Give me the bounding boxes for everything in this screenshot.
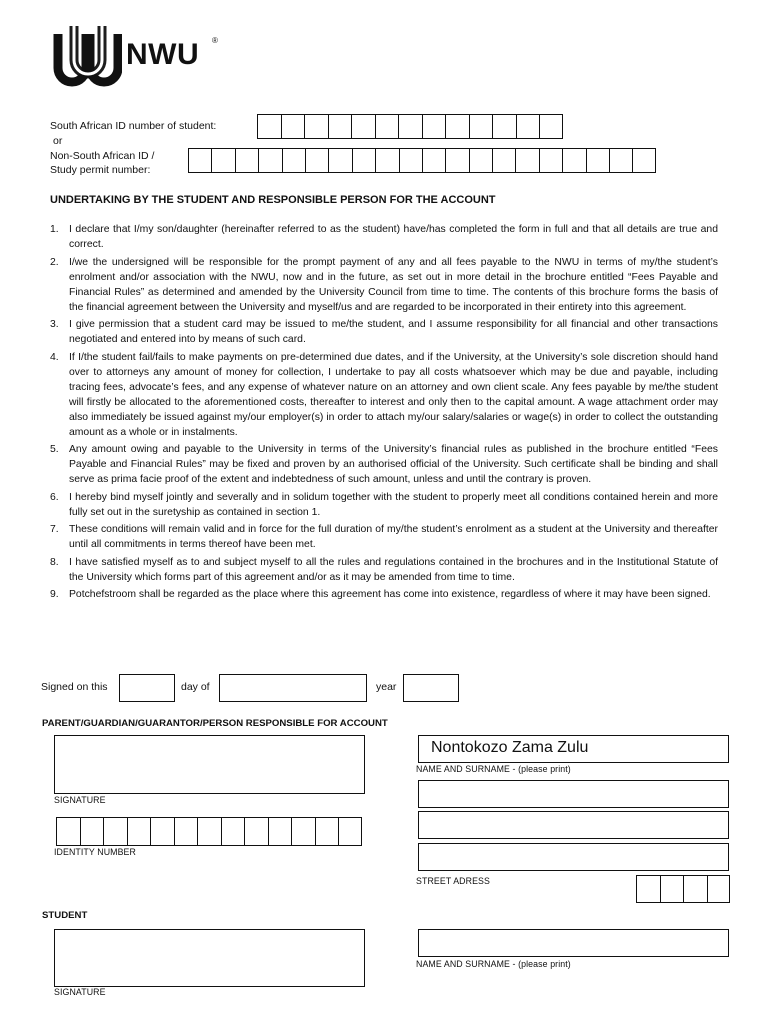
character-cell[interactable] (707, 875, 731, 903)
student-name-label: NAME AND SURNAME - (please print) (416, 959, 571, 969)
character-cell[interactable] (586, 148, 609, 173)
nwu-logo (52, 24, 232, 90)
character-cell[interactable] (150, 817, 174, 846)
clause-item: 5. Any amount owing and payable to the University in terms of the University’s financial rules as published in the brochure entitled “Fees Payable and Financial Rules” may be fixed and proven by an authorised official of the University. Such certificate shall be binding and shall serve as prima facie proof of the extent and indebtedness of such amount, unless and until the contrary is proven. (50, 444, 718, 485)
character-cell[interactable] (492, 148, 515, 173)
clause-item: 2. I/we the undersigned will be responsible for the prompt payment of any and all fees payable to the NWU in terms of my/the student’s enrolment and/or association with the NWU, now and in the future, as set out in more detail in the brochure entitled “Fees Payable and Financial Rules” as determined and amended by the University Council from time to time. The contents of this brochure forms the basis of the financial agreement between the University and myself/us and are regarded to be incorporated in their entirety into this agreement. (50, 256, 718, 313)
character-cell[interactable] (56, 817, 80, 846)
character-cell[interactable] (375, 148, 398, 173)
character-cell[interactable] (221, 817, 245, 846)
clause-item: 1. I declare that I/my son/daughter (hereinafter referred to as the student) have/has completed the form in full and that all details are true and correct. (50, 224, 718, 250)
character-cell[interactable] (399, 148, 422, 173)
student-heading: STUDENT (42, 910, 88, 921)
guardian-address-line-3[interactable] (418, 843, 729, 871)
character-cell[interactable] (539, 148, 562, 173)
registered-mark: ® (212, 36, 218, 45)
logo-text: NWU (126, 38, 200, 71)
character-cell[interactable] (103, 817, 127, 846)
character-cell[interactable] (469, 148, 492, 173)
guardian-name-label: NAME AND SURNAME - (please print) (416, 764, 571, 774)
guardian-signature-box[interactable] (54, 735, 365, 794)
street-address-label: STREET ADRESS (416, 876, 490, 886)
character-cell[interactable] (257, 114, 281, 139)
character-cell[interactable] (445, 148, 468, 173)
character-cell[interactable] (304, 114, 328, 139)
character-cell[interactable] (244, 817, 268, 846)
guardian-signature-label: SIGNATURE (54, 795, 106, 805)
guardian-address-line-1[interactable] (418, 780, 729, 808)
character-cell[interactable] (422, 114, 446, 139)
day-of-label: day of (181, 681, 210, 693)
character-cell[interactable] (515, 148, 538, 173)
character-cell[interactable] (492, 114, 516, 139)
character-cell[interactable] (197, 817, 221, 846)
character-cell[interactable] (539, 114, 563, 139)
character-cell[interactable] (211, 148, 234, 173)
clauses-list (50, 222, 718, 605)
guardian-address-line-2[interactable] (418, 811, 729, 839)
guardian-name-value: Nontokozo Zama Zulu (431, 739, 589, 756)
character-cell[interactable] (609, 148, 632, 173)
clause-item: 7. These conditions will remain valid and in force for the full duration of my/the student’s enrolment as a student at the University and thereafter until all commitments in terms thereof have been met. (50, 524, 718, 550)
character-cell[interactable] (516, 114, 540, 139)
character-cell[interactable] (305, 148, 328, 173)
student-name-input[interactable] (418, 929, 729, 957)
character-cell[interactable] (632, 148, 655, 173)
character-cell[interactable] (660, 875, 684, 903)
or-label: or (53, 135, 63, 147)
guardian-heading: PARENT/GUARDIAN/GUARANTOR/PERSON RESPONSIBLE FOR ACCOUNT (42, 718, 388, 729)
character-cell[interactable] (80, 817, 104, 846)
character-cell[interactable] (562, 148, 585, 173)
character-cell[interactable] (258, 148, 281, 173)
clause-item: 6. I hereby bind myself jointly and severally and in solidum together with the student to properly meet all conditions contained herein and more fully set out in the suretyship as contained in section 1. (50, 491, 718, 518)
clause-item: 3. I give permission that a student card may be issued to me/the student, and I assume responsibility for all financial and other transactions negotiated and entered into by means of such card. (50, 319, 718, 345)
student-signature-label: SIGNATURE (54, 987, 106, 997)
nwu-emblem-icon (52, 24, 122, 90)
non-sa-id-label: Non-South African ID / (50, 150, 155, 162)
character-cell[interactable] (683, 875, 707, 903)
guardian-id-label: IDENTITY NUMBER (54, 847, 136, 857)
postal-code-input[interactable] (636, 875, 730, 903)
character-cell[interactable] (315, 817, 339, 846)
character-cell[interactable] (398, 114, 422, 139)
non-sa-id-input[interactable] (188, 148, 656, 173)
character-cell[interactable] (328, 148, 351, 173)
signed-year-input[interactable] (403, 674, 459, 702)
character-cell[interactable] (469, 114, 493, 139)
character-cell[interactable] (351, 114, 375, 139)
signed-month-input[interactable] (219, 674, 367, 702)
sa-id-input[interactable] (257, 114, 563, 139)
character-cell[interactable] (127, 817, 151, 846)
character-cell[interactable] (174, 817, 198, 846)
character-cell[interactable] (328, 114, 352, 139)
character-cell[interactable] (338, 817, 362, 846)
signed-day-input[interactable] (119, 674, 175, 702)
undertaking-heading: UNDERTAKING BY THE STUDENT AND RESPONSIBLE PERSON FOR THE ACCOUNT (50, 194, 496, 206)
character-cell[interactable] (282, 148, 305, 173)
year-label: year (376, 681, 397, 693)
guardian-name-input[interactable] (418, 735, 729, 763)
sa-id-label: South African ID number of student: (50, 120, 217, 132)
clause-item: 8. I have satisfied myself as to and subject myself to all the rules and regulations contained in the brochures and in the Institutional Statute of the University which forms part of this agreement and/or as it may be amended from time to time. (50, 556, 718, 583)
student-signature-box[interactable] (54, 929, 365, 987)
character-cell[interactable] (281, 114, 305, 139)
clause-item: 9. Potchefstroom shall be regarded as the place where this agreement has come into existence, regardless of where it may have been signed. (50, 589, 711, 600)
character-cell[interactable] (636, 875, 660, 903)
character-cell[interactable] (445, 114, 469, 139)
character-cell[interactable] (188, 148, 211, 173)
study-permit-label: Study permit number: (50, 164, 151, 176)
signed-on-label: Signed on this (41, 681, 108, 693)
character-cell[interactable] (422, 148, 445, 173)
character-cell[interactable] (268, 817, 292, 846)
character-cell[interactable] (375, 114, 399, 139)
guardian-id-input[interactable] (56, 817, 362, 846)
character-cell[interactable] (291, 817, 315, 846)
clause-item: 4. If I/the student fail/fails to make payments on pre-determined due dates, and if the University, at the University’s sole discretion should hand over to attorneys any amount of money for collection, I undertake to pay all costs whatsoever which may be due and payable, including tracing fees, advocate’s fees, and any expense of whatever nature on an attorney and own client scale. Any fees payable by me/the student will firstly be allocated to the aforementioned costs, thereafter to interest and only then to the capital amount. A wage attachment order may also immediately be issued against my/our employer(s) in order to attach my/our salary/salaries or wage(s) in order to collect the outstanding amount as a whole or in instalments. (50, 351, 718, 438)
character-cell[interactable] (352, 148, 375, 173)
character-cell[interactable] (235, 148, 258, 173)
